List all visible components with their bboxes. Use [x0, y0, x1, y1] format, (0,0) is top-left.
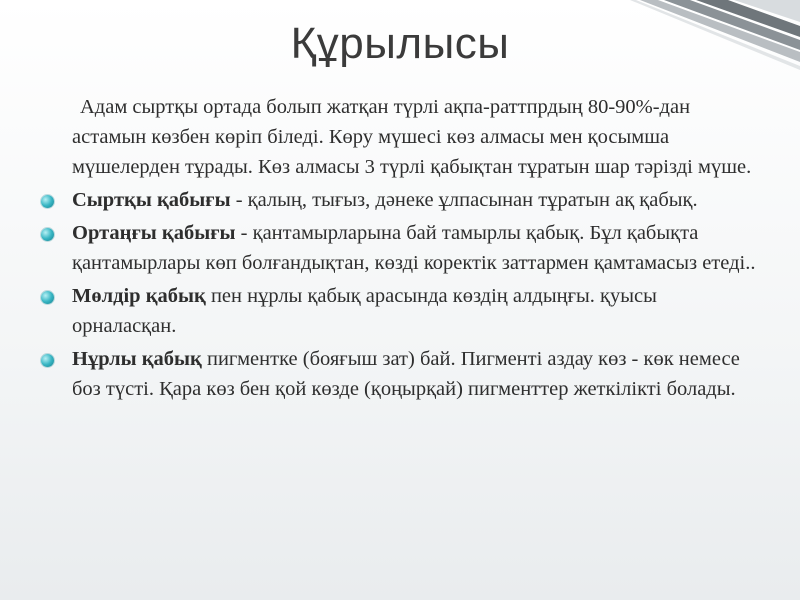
- bullet-text: - қантамырларына бай тамырлы қабық. Бұл қабықта қантамырлары көп болғандықтан, көзді коректік заттармен қамтамасыз етеді..: [72, 222, 756, 274]
- bullet-term: Ортаңғы қабығы: [72, 222, 236, 244]
- intro-paragraph: Адам сыртқы ортада болып жатқан түрлі ақпа-раттпрдың 80-90%-дан астамын көзбен көріп біледі. Көру мүшесі көз алмасы мен қосымша мүшелерден тұрады. Көз алмасы 3 түрлі қабықтан тұратын шар тәрізді мүше.: [72, 96, 752, 178]
- bullet-item-outer-layer: [72, 185, 762, 215]
- slide-title: Құрылысы: [290, 19, 510, 68]
- teal-circle-bullet-icon: [41, 228, 54, 241]
- bullet-text: - қалың, тығыз, дәнеке ұлпасынан тұратын ақ қабық.: [230, 189, 698, 211]
- bullet-text: пигментке (бояғыш зат) бай. Пигменті аздау көз - көк немесе боз түсті. Қара көз бен қой көзде (қоңырқай) пигменттер жеткілікті болады.: [72, 348, 740, 400]
- bullet-item-iris: [72, 344, 762, 404]
- teal-circle-bullet-icon: [41, 195, 54, 208]
- bullet-item-cornea: [72, 281, 762, 341]
- bullet-term: Мөлдір қабық: [72, 285, 206, 307]
- bullet-term: Нұрлы қабық: [72, 348, 202, 370]
- teal-circle-bullet-icon: [41, 291, 54, 304]
- bullet-item-middle-layer: [72, 218, 762, 278]
- bullet-text: пен нұрлы қабық арасында көздің алдыңғы. қуысы орналасқан.: [72, 285, 657, 337]
- bullet-term: Сыртқы қабығы: [72, 189, 231, 211]
- teal-circle-bullet-icon: [41, 354, 54, 367]
- slide-content: [72, 92, 762, 407]
